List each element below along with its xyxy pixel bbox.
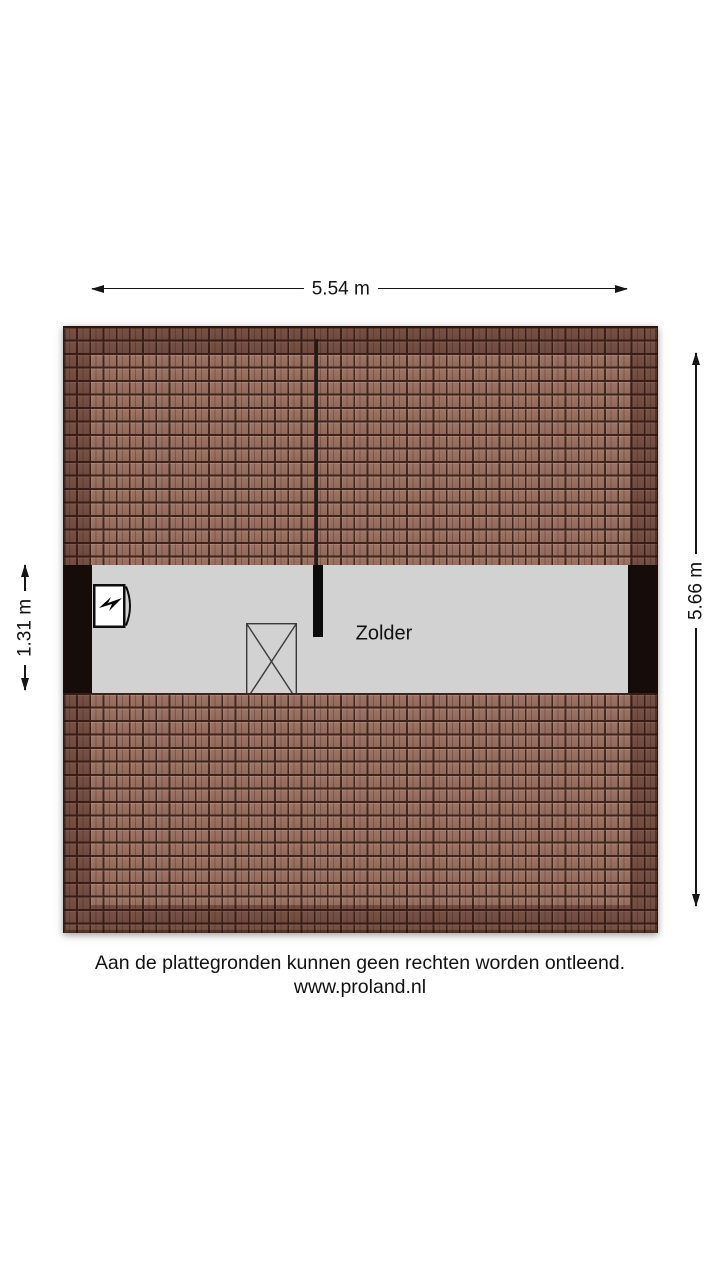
arrow-up-icon [21, 564, 29, 577]
zolder-room [92, 565, 628, 693]
chimney-block [313, 565, 323, 637]
left-wall [63, 565, 92, 693]
dimension-top-label: 5.54 m [304, 278, 378, 299]
arrow-right-icon [615, 285, 628, 293]
room-label: Zolder [355, 622, 413, 645]
arrow-down-icon [21, 678, 29, 691]
arrow-down-icon [692, 894, 700, 907]
dimension-left-label: 1.31 m [15, 590, 36, 664]
arrow-left-icon [91, 285, 104, 293]
footer-disclaimer [0, 951, 720, 999]
dimension-top [92, 279, 627, 298]
right-wall [628, 565, 658, 693]
roof-section-top [63, 326, 658, 565]
disclaimer-text: Aan de plattegronden kunnen geen rechten worden ontleend. [94, 952, 626, 974]
roof-ridge-line [315, 339, 318, 565]
roof-window-icon [93, 584, 135, 628]
dimension-right-label: 5.66 m [686, 554, 707, 628]
arrow-up-icon [692, 352, 700, 365]
website-text: www.proland.nl [293, 976, 427, 998]
roof-section-bottom [63, 693, 658, 933]
attic-floor-band [63, 565, 658, 693]
dimension-right [686, 353, 706, 906]
dimension-right-line [695, 353, 697, 906]
attic-floorplan [63, 326, 658, 933]
dimension-left [15, 565, 35, 690]
stairs-x-icon [246, 623, 297, 700]
